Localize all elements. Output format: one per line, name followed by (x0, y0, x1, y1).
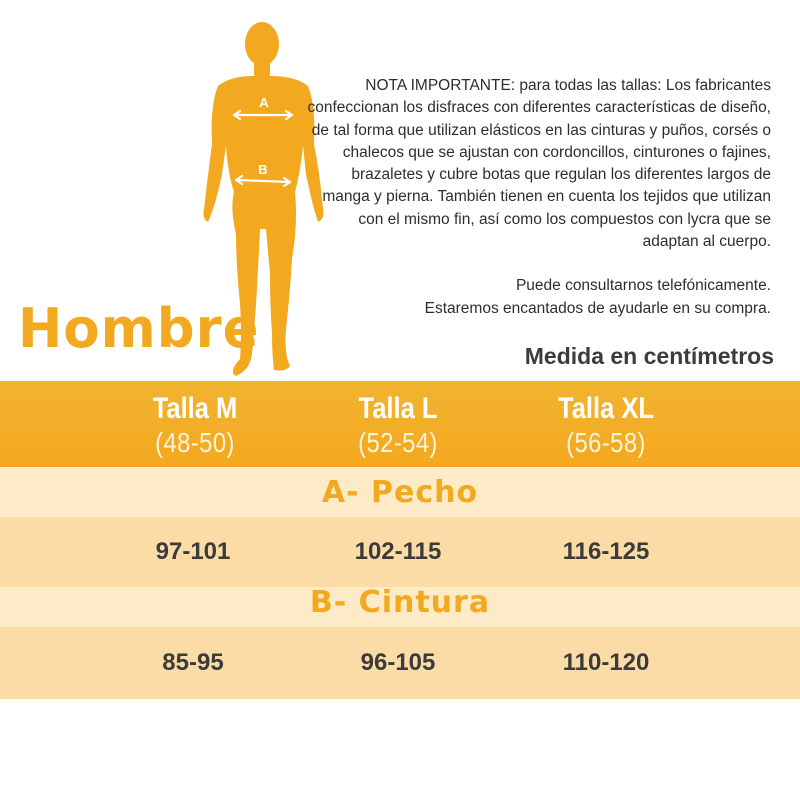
contact-line-2: Estaremos encantados de ayudarle en su compra. (424, 299, 771, 317)
marker-a: A (259, 95, 269, 110)
page-title: Hombre (18, 297, 260, 360)
size-name: Talla L (358, 392, 438, 425)
value-pecho-l: 102-115 (354, 538, 442, 565)
value-pecho-xl: 116-125 (562, 538, 650, 565)
value-pecho-m: 97-101 (155, 538, 231, 565)
size-name: Talla XL (558, 392, 654, 425)
size-range: (56-58) (566, 427, 646, 458)
size-column-m (95, 392, 295, 460)
value-cintura-m: 85-95 (162, 649, 224, 676)
size-column-xl (506, 392, 706, 460)
size-range: (52-54) (358, 427, 438, 458)
note-paragraph: NOTA IMPORTANTE: para todas las tallas: Los fabricantes confeccionan los disfraces con diferentes características de diseño, de tal forma que utilizan elásticos en las cinturas y puños, corsés o chalecos que se ajustan con cordoncillos, cinturones o fajines, brazaletes y cubre botas que regulan los diferentes largos de manga y pierna. También tienen en cuenta los tejidos que utilizan con el mismo fin, así como los compuestos con lycra que se adaptan al cuerpo. (307, 77, 771, 251)
section-title-cintura: B- Cintura (309, 585, 491, 620)
contact-paragraph (301, 275, 771, 320)
size-column-l (298, 392, 498, 460)
value-cintura-l: 96-105 (360, 649, 436, 676)
size-name: Talla M (152, 392, 238, 425)
important-note (301, 75, 771, 320)
marker-b: B (258, 162, 268, 177)
value-cintura-xl: 110-120 (562, 649, 650, 676)
units-label: Medida en centímetros (524, 343, 774, 369)
contact-line-1: Puede consultarnos telefónicamente. (515, 277, 771, 295)
section-title-pecho: A- Pecho (321, 475, 479, 510)
size-range: (48-50) (155, 427, 235, 458)
